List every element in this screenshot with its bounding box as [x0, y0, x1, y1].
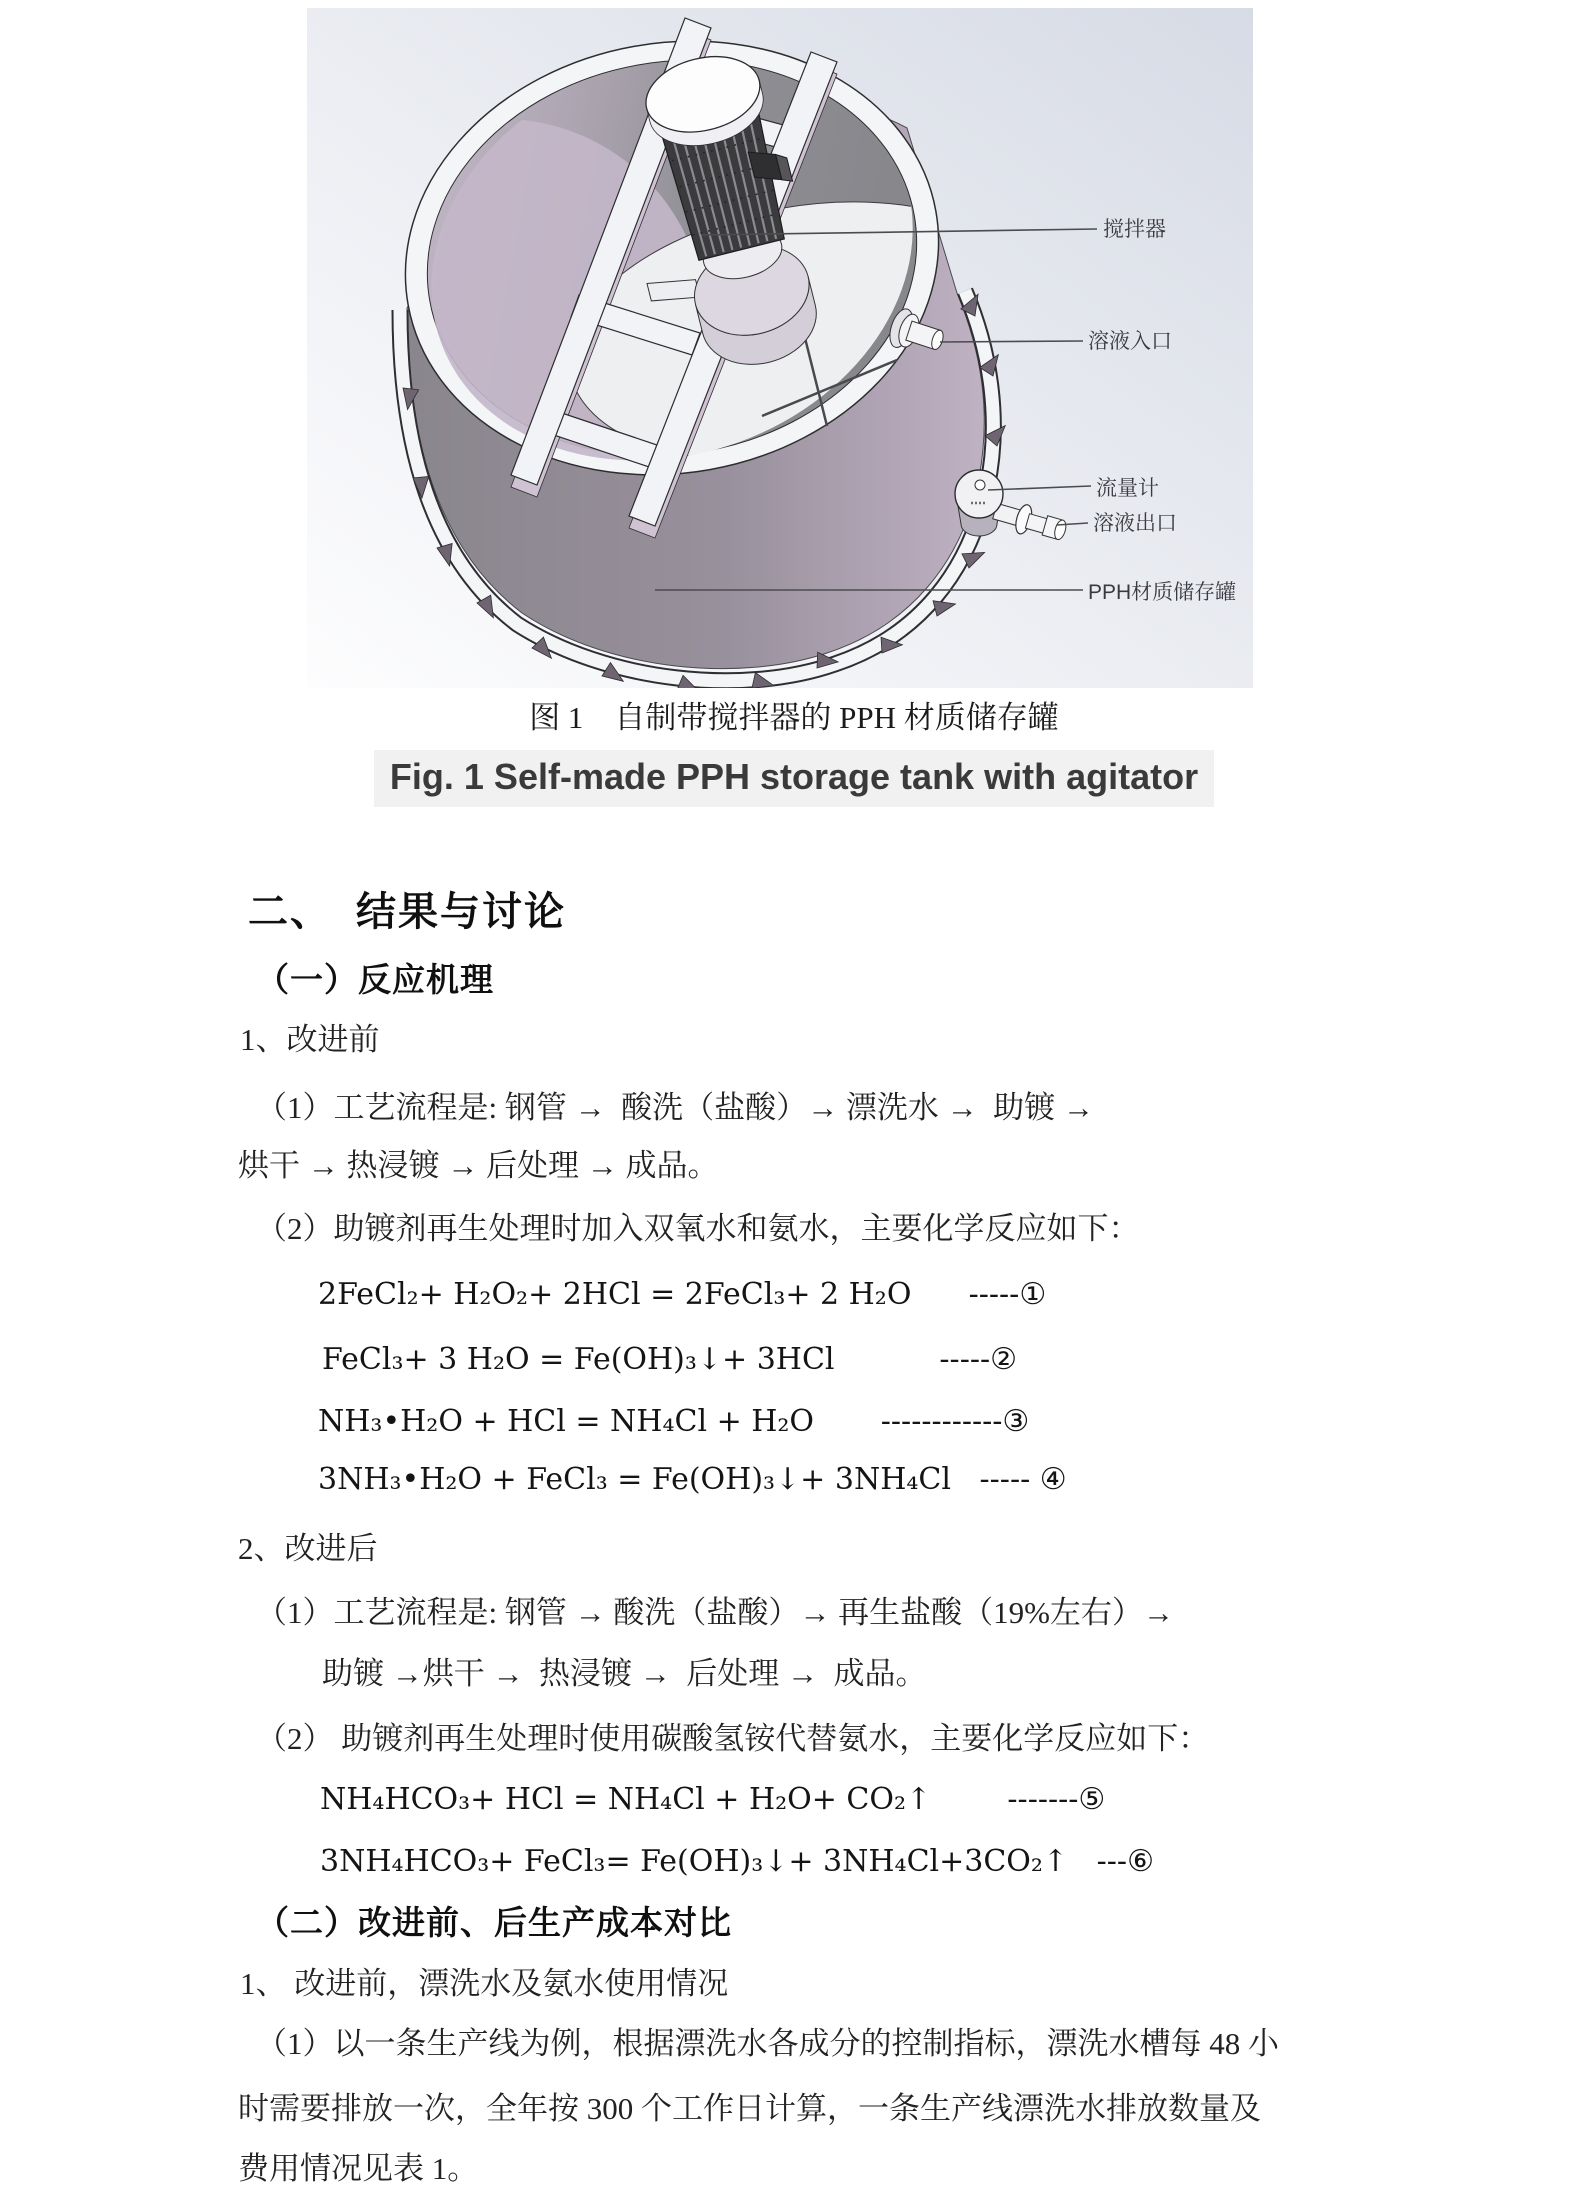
paragraph-line: 2、改进后	[238, 1531, 378, 1566]
figure-1-image	[307, 8, 1253, 688]
equation-2: FeCl₃+ 3 H₂O = Fe(OH)₃↓+ 3HCl -----②	[322, 1342, 1017, 1377]
tank-illustration	[307, 8, 1253, 688]
section-heading-results: 二、 结果与讨论	[248, 889, 566, 934]
callout-label-flowmeter: 流量计	[1096, 477, 1159, 500]
figure-1-caption-en-wrap	[0, 750, 1588, 807]
paragraph-line: 1、改进前	[240, 1022, 380, 1057]
figure-1-caption-zh: 图 1 自制带搅拌器的 PPH 材质储存罐	[529, 700, 1059, 735]
flowmeter-dial	[955, 470, 1003, 518]
paragraph-line: 助镀 →烘干 → 热浸镀 → 后处理 → 成品。	[322, 1656, 927, 1691]
callout-label-inlet: 溶液入口	[1088, 330, 1172, 353]
paragraph-line: （2）助镀剂再生处理时加入双氧水和氨水，主要化学反应如下：	[256, 1211, 1140, 1246]
equation-5: NH₄HCO₃+ HCl = NH₄Cl + H₂O+ CO₂↑ -------⑤	[320, 1782, 1106, 1817]
equation-3: NH₃•H₂O + HCl = NH₄Cl + H₂O ------------③	[318, 1404, 1030, 1439]
paragraph-line: 烘干 → 热浸镀 → 后处理 → 成品。	[238, 1148, 719, 1183]
callout-label-outlet: 溶液出口	[1093, 512, 1177, 535]
figure-1-caption-en: Fig. 1 Self-made PPH storage tank with agitator	[374, 750, 1214, 807]
callout-line-inlet	[940, 341, 1083, 342]
equation-6: 3NH₄HCO₃+ FeCl₃= Fe(OH)₃↓+ 3NH₄Cl+3CO₂↑ ---⑥	[320, 1844, 1154, 1879]
subsection-heading-mechanism: （一）反应机理	[256, 963, 494, 999]
equation-1: 2FeCl₂+ H₂O₂+ 2HCl = 2FeCl₃+ 2 H₂O -----①	[318, 1277, 1047, 1312]
paragraph-line: 1、 改进前，漂洗水及氨水使用情况	[240, 1966, 729, 2001]
paragraph-line: （1）工艺流程是: 钢管 → 酸洗（盐酸）→ 再生盐酸（19%左右）→	[256, 1595, 1174, 1630]
subsection-heading-cost: （二）改进前、后生产成本对比	[256, 1906, 732, 1942]
callout-label-agitator: 搅拌器	[1103, 218, 1166, 241]
paragraph-line: 时需要排放一次，全年按 300 个工作日计算，一条生产线漂洗水排放数量及	[238, 2091, 1261, 2126]
callout-label-tank: PPH材质储存罐	[1088, 581, 1237, 604]
paragraph-line: 费用情况见表 1。	[238, 2151, 479, 2186]
paragraph-line: （1）工艺流程是: 钢管 → 酸洗（盐酸）→ 漂洗水 → 助镀 →	[256, 1090, 1094, 1125]
paragraph-line: （2） 助镀剂再生处理时使用碳酸氢铵代替氨水，主要化学反应如下：	[256, 1721, 1210, 1756]
paragraph-line: （1）以一条生产线为例，根据漂洗水各成分的控制指标，漂洗水槽每 48 小	[256, 2026, 1279, 2061]
equation-4: 3NH₃•H₂O + FeCl₃ = Fe(OH)₃↓+ 3NH₄Cl ----- ④	[318, 1462, 1067, 1497]
